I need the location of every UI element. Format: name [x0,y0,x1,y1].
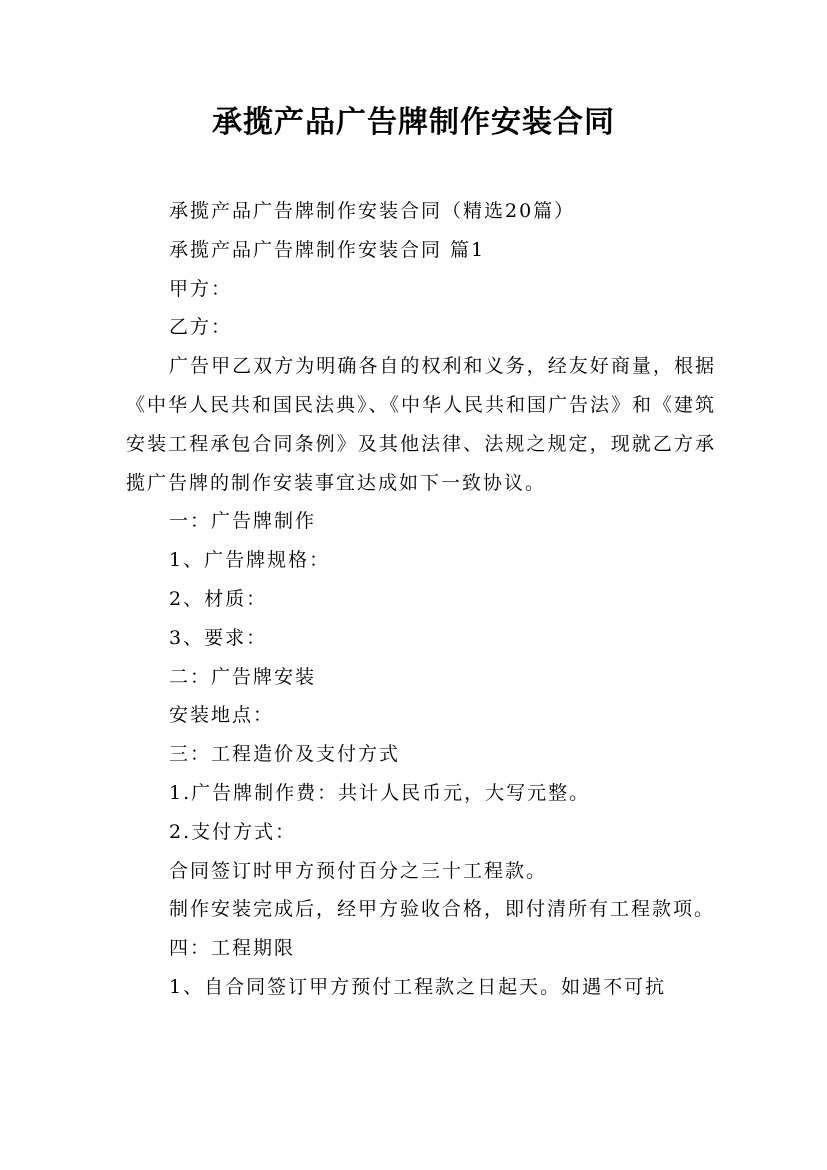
paragraph-preamble: 广告甲乙双方为明确各自的权利和义务，经友好商量，根据《中华人民共和国民法典》、《中华人民共和国广告法》和《建筑安装工程承包合同条例》及其他法律、法规之规定，现就乙方承揽广告牌的制作安装事宜达成如下一致协议。 [126,355,717,494]
document-body [126,192,716,1007]
paragraph-section-heading: 承揽产品广告牌制作安装合同 篇1 [169,238,486,261]
paragraph-clause-2-heading: 二：广告牌安装 [169,665,317,688]
document-title: 承揽产品广告牌制作安装合同 [212,105,615,140]
paragraph-party-a: 甲方： [169,277,233,300]
paragraph-party-b: 乙方： [169,316,233,339]
paragraph-subtitle: 承揽产品广告牌制作安装合同（精选20篇） [169,200,576,222]
paragraph-clause-3-heading: 三：工程造价及支付方式 [169,743,401,766]
paragraph-final-payment: 制作安装完成后，经甲方验收合格，即付清所有工程款项。 [169,898,716,921]
paragraph-location: 安装地点： [169,704,275,727]
paragraph-clause-4-heading: 四：工程期限 [169,937,296,960]
paragraph-fee: 1.广告牌制作费：共计人民币元，大写元整。 [169,781,591,804]
paragraph-term: 1、自合同签订甲方预付工程款之日起天。如遇不可抗 [169,975,667,998]
paragraph-clause-1-heading: 一：广告牌制作 [169,510,317,533]
paragraph-advance-payment: 合同签订时甲方预付百分之三十工程款。 [169,859,548,882]
paragraph-spec: 1、广告牌规格： [169,549,331,572]
paragraph-requirements: 3、要求： [169,626,268,649]
paragraph-material: 2、材质： [169,587,268,610]
paragraph-payment-method: 2.支付方式： [169,820,297,843]
